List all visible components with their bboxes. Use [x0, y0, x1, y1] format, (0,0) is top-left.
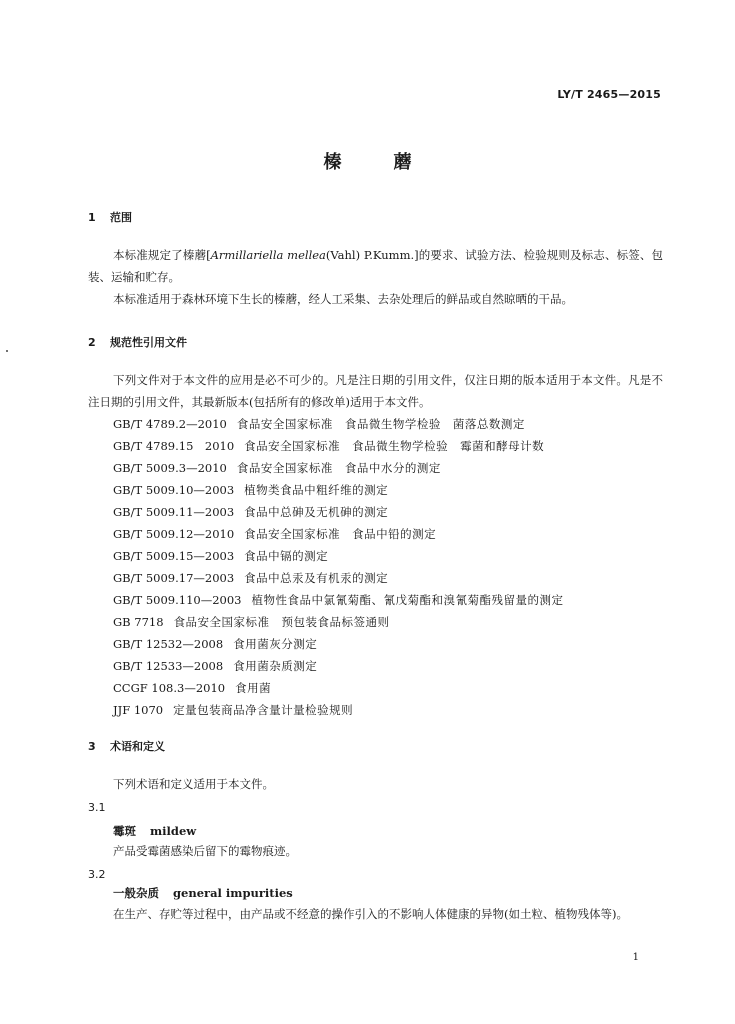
- reference-code: GB/T 5009.3—2010: [113, 461, 227, 475]
- term-number: 3.1: [88, 801, 106, 814]
- reference-item: [113, 523, 563, 545]
- page-number: 1: [632, 952, 639, 963]
- section-1-heading: [88, 209, 132, 225]
- latin-species-name: Armillariella mellea: [210, 248, 326, 262]
- reference-code: GB/T 4789.2—2010: [113, 417, 227, 431]
- term-zh: 霉斑: [113, 824, 136, 838]
- reference-code: JJF 1070: [113, 703, 164, 717]
- term-definition: 在生产、存贮等过程中，由产品或不经意的操作引入的不影响人体健康的异物(如土粒、植物残体等)。: [113, 907, 628, 921]
- term-zh: 一般杂质: [113, 886, 159, 900]
- reference-title: 食品安全国家标准 预包装食品标签通则: [173, 615, 390, 629]
- reference-item: [113, 567, 563, 589]
- reference-item: [113, 633, 563, 655]
- reference-title: 食品中总砷及无机砷的测定: [244, 505, 389, 519]
- reference-title: 食用菌: [235, 681, 272, 695]
- document-title: 榛蘑: [323, 152, 464, 173]
- reference-code: GB 7718: [113, 615, 164, 629]
- section-number: 2: [88, 336, 96, 349]
- reference-title: 食用菌灰分测定: [233, 637, 318, 651]
- reference-code: GB/T 5009.11—2003: [113, 505, 235, 519]
- term-entry: [113, 823, 196, 839]
- reference-code: GB/T 4789.15 2010: [113, 439, 235, 453]
- reference-code: GB/T 5009.17—2003: [113, 571, 235, 585]
- reference-item: [113, 677, 563, 699]
- term-definition: 产品受霉菌感染后留下的霉物痕迹。: [113, 844, 297, 858]
- section-title: 规范性引用文件: [110, 336, 187, 349]
- term-number: 3.2: [88, 868, 106, 881]
- reference-title: 食用菌杂质测定: [233, 659, 318, 673]
- reference-title: 定量包装商品净含量计量检验规则: [173, 703, 354, 717]
- reference-title: 植物性食品中氯氰菊酯、氰戊菊酯和溴氰菊酯残留量的测定: [251, 593, 564, 607]
- section-title: 术语和定义: [110, 740, 165, 753]
- terms-intro: 下列术语和定义适用于本文件。: [113, 777, 274, 791]
- references-intro: 下列文件对于本文件的应用是必不可少的。凡是注日期的引用文件，仅注日期的版本适用于本文件。凡是不注日期的引用文件，其最新版本(包括所有的修改单)适用于本文件。: [88, 373, 663, 409]
- term-en: general impurities: [173, 886, 293, 900]
- reference-item: [113, 611, 563, 633]
- section-title: 范围: [110, 211, 132, 224]
- reference-code: GB/T 5009.110—2003: [113, 593, 242, 607]
- reference-code: CCGF 108.3—2010: [113, 681, 226, 695]
- reference-item: [113, 699, 563, 721]
- reference-item: [113, 655, 563, 677]
- scope-text: 本标准规定了榛蘑[: [113, 248, 211, 262]
- standard-code: LY/T 2465—2015: [557, 88, 661, 101]
- section-number: 1: [88, 211, 96, 224]
- term-entry: [113, 885, 293, 901]
- term-en: mildew: [150, 824, 197, 838]
- reference-title: 食品安全国家标准 食品微生物学检验 霉菌和酵母计数: [244, 439, 545, 453]
- reference-title: 食品中镉的测定: [244, 549, 329, 563]
- reference-item: [113, 413, 563, 435]
- reference-title: 食品安全国家标准 食品微生物学检验 菌落总数测定: [236, 417, 525, 431]
- reference-code: GB/T 12532—2008: [113, 637, 224, 651]
- reference-item: [113, 435, 563, 457]
- reference-item: [113, 479, 563, 501]
- reference-item: [113, 457, 563, 479]
- reference-item: [113, 501, 563, 523]
- reference-code: GB/T 5009.10—2003: [113, 483, 235, 497]
- reference-code: GB/T 5009.12—2010: [113, 527, 235, 541]
- scope-paragraph-2: 本标准适用于森林环境下生长的榛蘑，经人工采集、去杂处理后的鲜品或自然晾晒的干品。: [113, 292, 573, 306]
- reference-title: 食品安全国家标准 食品中水分的测定: [236, 461, 441, 475]
- reference-item: [113, 589, 563, 611]
- reference-list: [113, 413, 563, 721]
- scan-speck: [6, 350, 8, 352]
- reference-item: [113, 545, 563, 567]
- section-2-heading: [88, 334, 187, 350]
- scope-paragraph-1: [88, 244, 663, 288]
- section-3-heading: [88, 738, 165, 754]
- reference-code: GB/T 12533—2008: [113, 659, 224, 673]
- reference-code: GB/T 5009.15—2003: [113, 549, 235, 563]
- section-number: 3: [88, 740, 96, 753]
- scope-text-cont: (Vahl) P.Kumm.]的要求、试验方法、检验规则及标志、标签、包装、运输和贮存。: [88, 248, 663, 284]
- reference-title: 植物类食品中粗纤维的测定: [244, 483, 389, 497]
- reference-title: 食品安全国家标准 食品中铅的测定: [244, 527, 437, 541]
- reference-title: 食品中总汞及有机汞的测定: [244, 571, 389, 585]
